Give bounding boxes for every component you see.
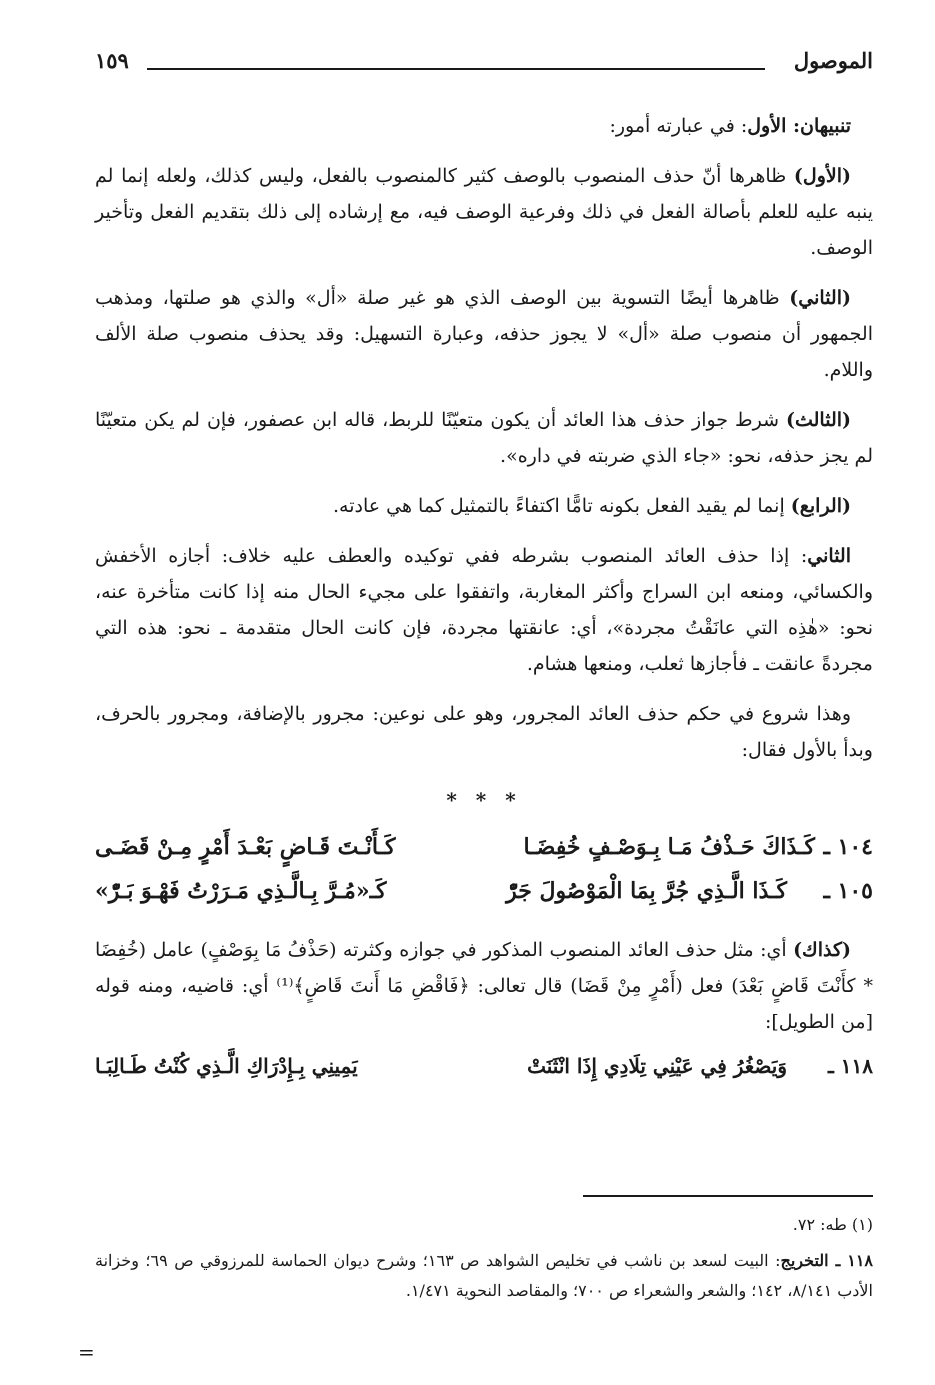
verse-first-hemistich: كَـذَاكَ حَـذْفُ مَـا بِـوَصْـفٍ خُفِضَـا (523, 834, 815, 860)
poem-first-hemistich: وَيَصْغُرُ فِي عَيْنِي تِلَادِي إِذَا انْثَنَتْ (527, 1054, 787, 1078)
paragraph: (الثالث) شرط جواز حذف هذا العائد أن يكون متعيّنًا للربط، قاله ابن عصفور، فإن لم يكن متعيّنًا لم يجز حذفه، نحو: «جاء الذي ضربته في داره». (95, 409, 873, 467)
paragraph: (الثاني) ظاهرها أيضًا التسوية بين الوصف الذي هو غير صلة «أل» والذي هو صلتها، ومذهب الجمهور أن منصوب صلة «أل» لا يجوز حذفه، وعبارة التسهيل: وقد يحذف منصوب صلة الألف واللام. (95, 287, 873, 381)
verse-line (95, 878, 873, 922)
footnote: (١) طه: ٧٢. (792, 1215, 873, 1234)
header-rule (147, 68, 765, 70)
paragraph: (الأول) ظاهرها أنّ حذف المنصوب بالوصف كثير كالمنصوب بالفعل، وليس كذلك، ولعله إنما لم ينبه عليه للعلم بأصالة الفعل في ذلك وفرعية الوصف فيه، مع إرشاده إلى ذلك بتقديم الفعل وتأخير الوصف. (95, 165, 873, 259)
poem-number: ١١٨ ـ (827, 1054, 873, 1078)
chapter-title: الموصول (793, 48, 873, 73)
poem-second-hemistich: يَمِينِي بِـإِدْرَاكِ الَّـذِي كُنْتُ طَـالِبَـا (95, 1054, 358, 1078)
paragraph: تنبيهان: الأول: في عبارته أمور: (609, 115, 851, 137)
section-divider: * * * (446, 788, 522, 812)
verse-first-hemistich: كَـذَا الَّـذِي جُرَّ بِمَا الْمَوْصُولَ جَرّْ (506, 878, 787, 904)
main-text (95, 108, 873, 1098)
verse-line (95, 834, 873, 878)
verse-second-hemistich: كَـأَنْـتَ قَـاضٍ بَعْـدَ أَمْرٍ مِـنْ قَضَـى (95, 834, 396, 860)
verse-number: ١٠٥ ـ (823, 878, 873, 904)
running-header (95, 48, 873, 82)
footnotes (95, 1210, 873, 1312)
corner-mark: = (78, 1340, 95, 1364)
footnote: ١١٨ ـ التخريج: البيت لسعد بن ناشب في تخليص الشواهد ص ١٦٣؛ وشرح ديوان الحماسة للمرزوقي ص ٦٩؛ وخزانة الأدب ٨/١٤١، ١٤٢؛ والشعر والشعراء ص ٧٠٠؛ والمقاصد النحوية ١/٤٧١. (95, 1251, 874, 1300)
poem-line (95, 1054, 873, 1098)
footnote-rule (95, 1195, 873, 1197)
paragraph: وهذا شروع في حكم حذف العائد المجرور، وهو على نوعين: مجرور بالإضافة، ومجرور بالحرف، وبدأ بالأول فقال: (95, 703, 873, 761)
verse-second-hemistich: كَـ«مُـرَّ بِـالَّـذِي مَـرَرْتُ فَهْـوَ بَـرّْ» (95, 878, 387, 904)
verse-number: ١٠٤ ـ (823, 834, 873, 860)
commentary-paragraph: (كذاك) أي: مثل حذف العائد المنصوب المذكور في جوازه وكثرته (حَذْفُ مَا بِوَصْفٍ) عامل (خُفِضَا * كأَنْتَ قَاضٍ بَعْدَ) فعل (أَمْرٍ مِنْ قَضَا) قال تعالى: ﴿فَاقْضِ مَا أَنتَ قَاضٍ﴾⁽¹⁾ أي: قاضيه، ومنه قوله [من الطويل]: (95, 939, 873, 1033)
paragraph: (الرابع) إنما لم يقيد الفعل بكونه تامًّا اكتفاءً بالتمثيل كما هي عادته. (333, 495, 851, 517)
paragraph: الثاني: إذا حذف العائد المنصوب بشرطه ففي توكيده والعطف عليه خلاف: أجازه الأخفش والكسائي، ومنعه ابن السراج وأكثر المغاربة، واتفقوا على مجيء الحال منه إذا كانت متأخرة عنه، نحو: «هٰذِه التي عانَقْتُ مجردة»، أي: عانقتها مجردة، فإن كانت الحال متقدمة ـ نحو: هذه التي مجردةً عانقت ـ فأجازها ثعلب، ومنعها هشام. (95, 545, 873, 675)
page-number: ١٥٩ (95, 48, 129, 73)
